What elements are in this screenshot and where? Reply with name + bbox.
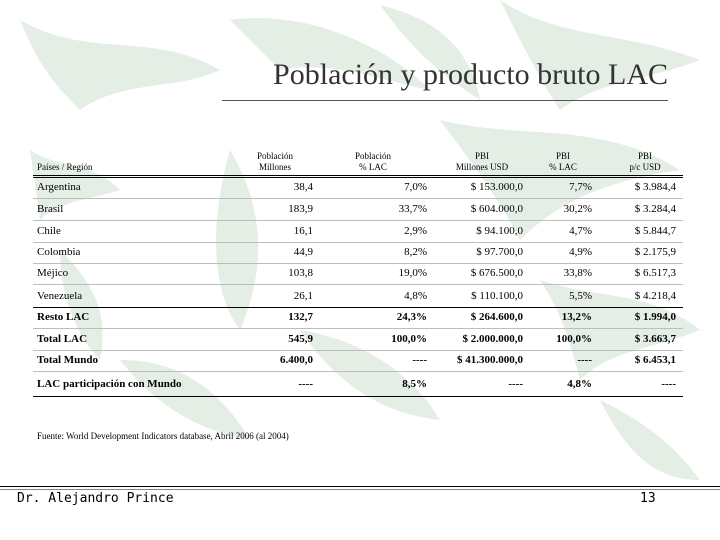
footer-rule-inner [0,489,720,490]
table-cell: 5,5% [569,290,592,302]
table-cell: 6.400,0 [280,354,313,366]
header-pbi-millones [440,151,524,173]
table-cell: $ 41.300.000,0 [457,354,523,366]
header-divider [33,175,683,178]
header-pbi-pct [530,151,596,173]
header-line2: p/c USD [629,162,661,172]
row-divider [33,220,683,221]
table-cell: $ 4.218,4 [634,290,676,302]
header-line1: PBI [474,151,489,161]
author-name: Dr. Alejandro Prince [17,491,174,506]
row-divider [33,242,683,243]
row-label: Méjico [37,267,69,279]
table-cell: ---- [577,354,592,366]
table-cell: 2,9% [404,225,427,237]
header-poblacion-millones [238,151,312,173]
table-cell: 30,2% [563,203,592,215]
table-cell: 19,0% [398,267,427,279]
table-cell: $ 153.000,0 [470,181,523,193]
table-cell: 7,7% [569,181,592,193]
header-line2: Millones USD [455,162,509,172]
table-cell: 100,0% [556,333,592,345]
table-cell: $ 604.000,0 [470,203,523,215]
header-pbi-pc [612,151,678,173]
table-cell: 4,7% [569,225,592,237]
row-divider [33,198,683,199]
header-line1: Población [257,151,293,161]
table-cell: 33,7% [398,203,427,215]
table-cell: 8,2% [404,246,427,258]
row-label: Argentina [37,181,81,193]
table-cell: 100,0% [391,333,427,345]
corner-header: Países / Región [37,162,93,172]
row-divider [33,263,683,264]
row-divider [33,307,683,308]
table-cell: ---- [298,378,313,390]
table-cell: 26,1 [293,290,313,302]
row-label: Venezuela [37,290,83,302]
table-cell: $ 6.453,1 [634,354,676,366]
row-divider [33,284,683,285]
header-line2: % LAC [359,162,387,172]
header-poblacion-pct [336,151,410,173]
header-line1: PBI [637,151,652,161]
source-note: Fuente: World Development Indicators database, Abril 2006 (al 2004) [37,431,289,441]
table-cell: $ 2.000.000,0 [462,333,523,345]
table-cell: $ 676.500,0 [470,267,523,279]
page-number: 13 [640,491,656,506]
table-cell: ---- [508,378,523,390]
table-cell: 545,9 [288,333,313,345]
title-underline [222,100,668,101]
table-cell: ---- [412,354,427,366]
table-cell: 33,8% [563,267,592,279]
table-cell: $ 97.700,0 [476,246,523,258]
table-cell: 13,2% [561,311,592,323]
slide-title: Población y producto bruto LAC [273,58,668,91]
row-divider [33,396,683,397]
header-line2: % LAC [549,162,577,172]
table-cell: 132,7 [288,311,313,323]
header-line2: Millones [258,162,291,172]
row-divider [33,328,683,329]
table-cell: $ 6.517,3 [634,267,676,279]
row-divider [33,350,683,351]
table-cell: 103,8 [288,267,313,279]
row-label: Total Mundo [37,354,99,366]
table-cell: 44,9 [293,246,313,258]
table-cell: $ 3.284,4 [634,203,676,215]
table-cell: $ 5.844,7 [634,225,676,237]
table-cell: 4,9% [569,246,592,258]
table-cell: $ 110.100,0 [471,290,523,302]
table-cell: $ 2.175,9 [634,246,676,258]
table-cell: ---- [661,378,676,390]
table-cell: 4,8% [404,290,427,302]
row-label: Brasil [37,203,64,215]
header-line1: PBI [555,151,570,161]
row-label: LAC participación con Mundo [37,378,182,390]
header-line1: Población [355,151,391,161]
table-cell: 38,4 [293,181,313,193]
row-label: Colombia [37,246,81,258]
row-label: Total LAC [37,333,88,345]
table-cell: 7,0% [404,181,427,193]
table-cell: 24,3% [396,311,427,323]
table-cell: 183,9 [288,203,313,215]
table-cell: $ 264.600,0 [470,311,523,323]
table-cell: $ 1.994,0 [634,311,676,323]
row-divider [33,371,683,372]
table-cell: 16,1 [293,225,313,237]
table-cell: $ 3.663,7 [634,333,676,345]
table-cell: $ 94.100,0 [476,225,523,237]
row-label: Chile [37,225,61,237]
footer-rule [0,486,720,487]
table-cell: $ 3.984,4 [634,181,676,193]
table-cell: 8,5% [402,378,427,390]
row-label: Resto LAC [37,311,90,323]
table-cell: 4,8% [567,378,592,390]
